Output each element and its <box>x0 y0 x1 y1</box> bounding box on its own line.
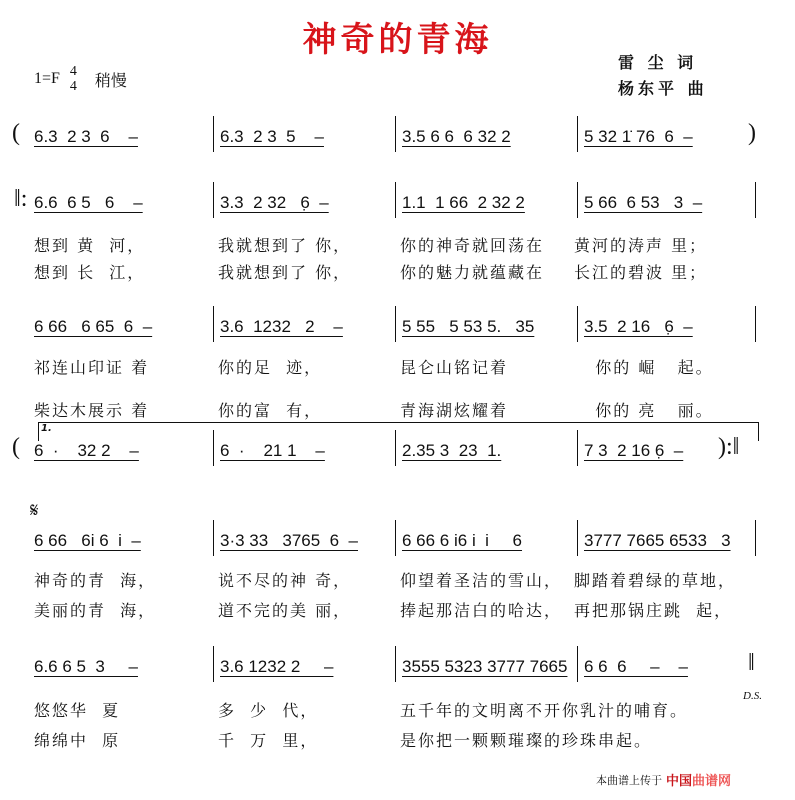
lyric-segment: 千 万 里， <box>218 731 319 750</box>
row-open-mark: ‖: <box>14 186 28 212</box>
lyric-segment: 你的 崛 起。 <box>574 358 714 377</box>
barline <box>213 306 214 342</box>
footer-text: 本曲谱上传于 <box>596 773 662 787</box>
barline <box>395 306 396 342</box>
lyric-segment: 你的富 有， <box>218 401 323 420</box>
song-title: 神奇的青海 <box>302 20 493 60</box>
measure: 3555 5323 3777 7665 <box>402 657 568 676</box>
lyric-segment: 我就想到了 你， <box>218 263 352 282</box>
lyric-line <box>0 260 795 284</box>
measure: 6 · 21 1 – <box>220 441 325 460</box>
measure: 3.6 1232 2 – <box>220 317 343 336</box>
barline <box>577 430 578 466</box>
measure: 6 66 6 65 6 – <box>34 317 153 336</box>
lyric-line <box>0 398 795 422</box>
measure: 3.5 2 16 6̣ – <box>584 317 693 336</box>
row-open-mark: ( <box>12 434 20 460</box>
lyric-line <box>0 728 795 752</box>
barline <box>577 116 578 152</box>
row-close-mark: ) <box>748 120 756 146</box>
measure: 6 6 6 – – <box>584 657 688 676</box>
barline <box>395 116 396 152</box>
lyric-line <box>0 598 795 622</box>
music-row <box>0 188 795 218</box>
barline <box>577 646 578 682</box>
lyric-segment: 想到 长 江， <box>34 263 146 282</box>
barline <box>577 306 578 342</box>
measure: 3·3 33 3765 6 – <box>220 531 358 550</box>
lyric-segment: 你的足 迹， <box>218 358 323 377</box>
barline <box>395 520 396 556</box>
measure: 3.5 6 6 6 32 2 <box>402 127 511 146</box>
logo-part-a: 中国 <box>666 774 693 789</box>
tempo-marking: 稍慢 <box>94 70 127 90</box>
lyric-line <box>0 568 795 592</box>
measure: 3777 7665 6533 3 <box>584 531 731 550</box>
upload-footer <box>596 770 731 789</box>
lyric-segment: 五千年的文明离不开你乳汁的哺育。 <box>400 701 689 720</box>
lyric-segment: 你的魅力就蕴藏在 <box>400 263 545 282</box>
row-close-mark: ‖ <box>748 650 755 676</box>
lyric-segment: 再把那锅庄跳 起， <box>574 601 733 620</box>
barline <box>395 430 396 466</box>
first-ending-bracket: 1. <box>38 422 759 441</box>
key-signature: 1=F <box>34 70 60 87</box>
lyric-segment: 黄河的涛声 里； <box>574 236 708 255</box>
music-row <box>0 436 795 466</box>
lyric-segment: 仰望着圣洁的雪山， <box>400 571 563 590</box>
lyric-segment: 柴达木展示 着 <box>34 401 150 420</box>
measure: 2.35 3 23 1. <box>402 441 502 460</box>
measure: 1.1 1 66 2 32 2 <box>402 193 525 212</box>
barline <box>755 182 756 218</box>
row-open-mark: ( <box>12 120 20 146</box>
lyric-segment: 长江的碧波 里； <box>574 263 708 282</box>
barline <box>213 430 214 466</box>
lyric-segment: 绵绵中 原 <box>34 731 121 750</box>
measure: 6 66 6i 6 i – <box>34 531 141 550</box>
measure: 5 66 6 53 3 – <box>584 193 703 212</box>
measure: 6.3 2 3 6 – <box>34 127 138 146</box>
measure: 5 55 5 53 5. 35 <box>402 317 535 336</box>
lyric-segment: 你的 亮 丽。 <box>574 401 714 420</box>
measure: 6 66 6 i6 i i 6 <box>402 531 523 550</box>
lyric-segment: 捧起那洁白的哈达， <box>400 601 563 620</box>
lyric-segment: 道不完的美 丽， <box>218 601 352 620</box>
logo-part-b: 曲谱网 <box>692 774 732 789</box>
segno-sign: 𝄋 <box>30 498 39 522</box>
measure: 6.6 6 5 6 – <box>34 193 143 212</box>
lyricist-credit: 雷 尘 词 <box>618 53 698 72</box>
lyric-segment: 脚踏着碧绿的草地， <box>574 571 737 590</box>
measure: 6.3 2 3 5 – <box>220 127 324 146</box>
lyric-line <box>0 698 795 722</box>
lyric-segment: 我就想到了 你， <box>218 236 352 255</box>
measure: 6 · 32 2 – <box>34 441 139 460</box>
lyric-segment: 祁连山印证 着 <box>34 358 150 377</box>
site-logo <box>666 770 731 789</box>
barline <box>577 520 578 556</box>
lyric-segment: 昆仑山铭记着 <box>400 358 509 377</box>
lyric-segment: 是你把一颗颗璀璨的珍珠串起。 <box>400 731 653 750</box>
barline <box>213 182 214 218</box>
barline <box>213 646 214 682</box>
lyric-line <box>0 233 795 257</box>
time-bottom: 4 <box>69 79 77 94</box>
lyric-segment: 悠悠华 夏 <box>34 701 121 720</box>
barline <box>755 306 756 342</box>
lyric-segment: 想到 黄 河， <box>34 236 146 255</box>
composer-credit: 杨东平 曲 <box>618 79 708 98</box>
time-top: 4 <box>69 64 77 79</box>
music-row <box>0 312 795 342</box>
time-signature <box>70 64 77 94</box>
lyric-segment: 美丽的青 海， <box>34 601 157 620</box>
row-close-mark: ):‖ <box>718 434 740 460</box>
music-row <box>0 122 795 152</box>
measure: 7 3 2 16 6̣ – <box>584 441 684 460</box>
measure: 3.6 1232 2 – <box>220 657 334 676</box>
barline <box>395 646 396 682</box>
barline <box>395 182 396 218</box>
lyric-segment: 多 少 代， <box>218 701 319 720</box>
measure: 6.6 6 5 3 – <box>34 657 138 676</box>
music-row <box>0 526 795 556</box>
key-and-tempo <box>34 64 127 94</box>
barline <box>213 116 214 152</box>
measure: 5 32 1̇ 76 6 – <box>584 127 693 146</box>
lyric-segment: 说不尽的神 奇， <box>218 571 352 590</box>
barline <box>577 182 578 218</box>
lyric-segment: 青海湖炫耀着 <box>400 401 509 420</box>
barline <box>213 520 214 556</box>
lyric-segment: 你的神奇就回荡在 <box>400 236 545 255</box>
lyric-line <box>0 355 795 379</box>
barline <box>755 520 756 556</box>
music-row <box>0 652 795 682</box>
lyric-segment: 神奇的青 海， <box>34 571 157 590</box>
dal-segno-marking: D.S. <box>743 690 762 702</box>
measure: 3.3 2 32 6̣ – <box>220 193 329 212</box>
